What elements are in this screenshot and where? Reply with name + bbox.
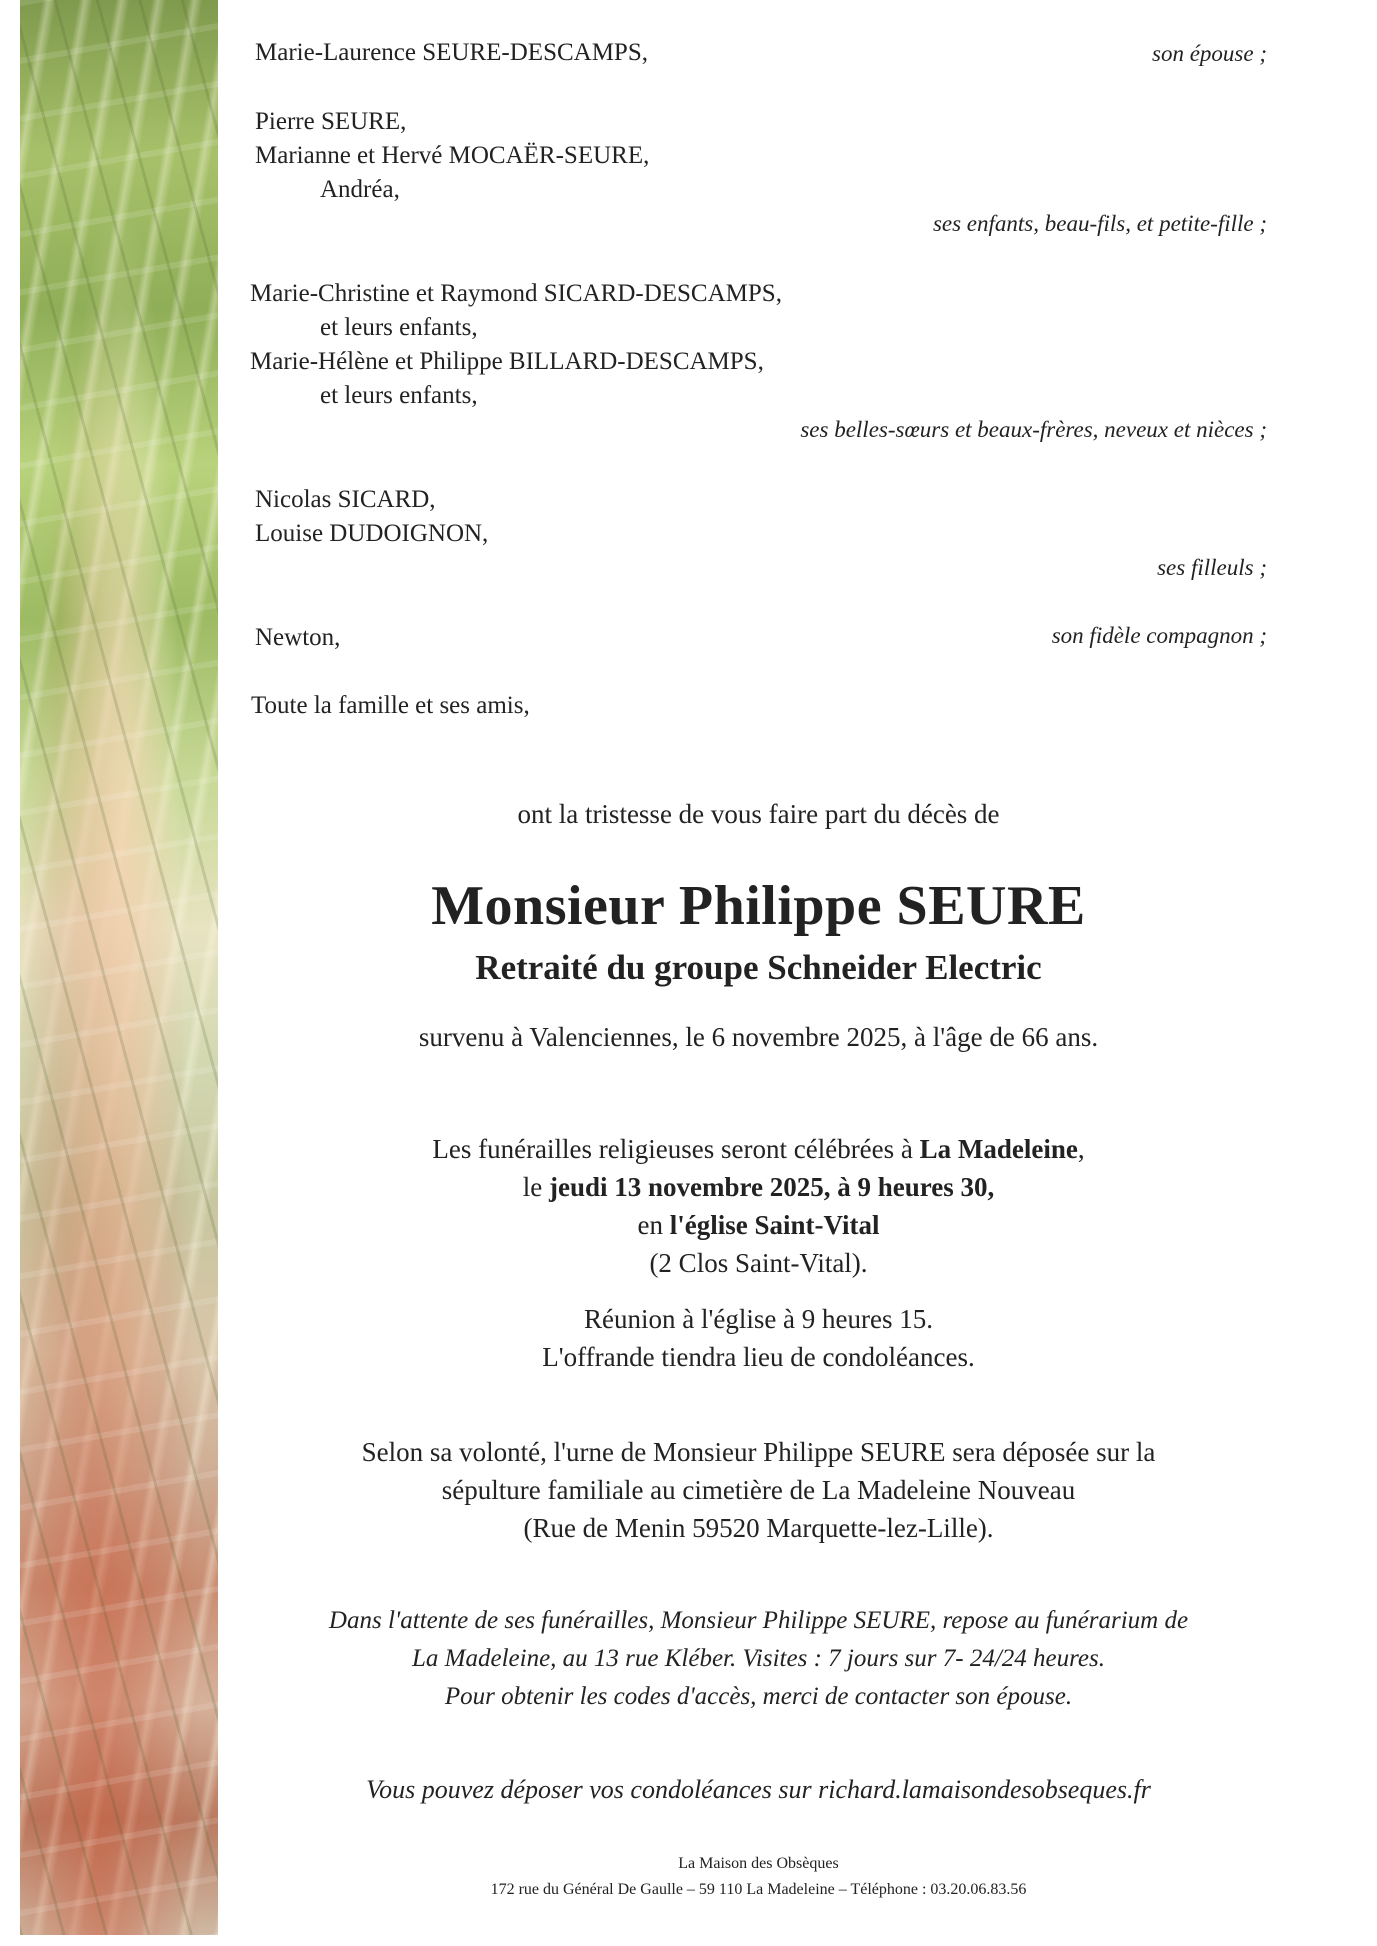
sibling-name: Marie-Hélène et Philippe BILLARD-DESCAMPS, <box>250 348 764 375</box>
companion-role: son fidèle compagnon ; <box>1051 623 1267 648</box>
godchild-name: Louise DUDOIGNON, <box>255 520 489 547</box>
siblings-role: ses belles-sœurs et beaux-frères, neveux et nièces ; <box>800 417 1267 442</box>
announcement-intro: ont la tristesse de vous faire part du décès de <box>517 799 1000 829</box>
wake-line: La Madeleine, au 13 rue Kléber. Visites : 7 jours sur 7- 24/24 heures. <box>412 1645 1105 1672</box>
child-name: Marianne et Hervé MOCAËR-SEURE, <box>255 142 650 169</box>
offering-note: L'offrande tiendra lieu de condoléances. <box>542 1342 975 1372</box>
sibling-name: Marie-Christine et Raymond SICARD-DESCAMPS, <box>250 280 782 307</box>
family-and-friends: Toute la famille et ses amis, <box>251 692 530 719</box>
deceased-occupation: Retraité du groupe Schneider Electric <box>475 948 1042 987</box>
forest-path-image <box>20 0 218 1935</box>
godchildren-role: ses filleuls ; <box>1157 555 1267 580</box>
death-details: survenu à Valenciennes, le 6 novembre 2025, à l'âge de 66 ans. <box>418 1022 1099 1052</box>
meeting-time: Réunion à l'église à 9 heures 15. <box>583 1304 934 1334</box>
urn-line: (Rue de Menin 59520 Marquette-lez-Lille). <box>523 1513 994 1543</box>
godchild-name: Nicolas SICARD, <box>255 486 436 513</box>
funeral-location-line <box>240 1136 1277 1163</box>
spouse-role: son épouse ; <box>1152 41 1267 66</box>
funeral-text: Les funérailles religieuses seront célébrées à <box>432 1134 920 1164</box>
companion-name: Newton, <box>255 624 341 651</box>
deceased-name: Monsieur Philippe SEURE <box>431 875 1086 937</box>
funeral-church: l'église Saint-Vital <box>669 1210 880 1240</box>
condolences-link[interactable]: Vous pouvez déposer vos condoléances sur richard.lamaisondesobseques.fr <box>366 1775 1151 1804</box>
funeral-church-line <box>240 1212 1277 1239</box>
funeral-text: le <box>522 1172 549 1202</box>
child-name: Pierre SEURE, <box>255 108 407 135</box>
funeral-date: jeudi 13 novembre 2025, à 9 heures 30, <box>549 1172 995 1202</box>
wake-line: Dans l'attente de ses funérailles, Monsieur Philippe SEURE, repose au funérarium de <box>328 1607 1189 1634</box>
funeral-home-address: 172 rue du Général De Gaulle – 59 110 La Madeleine – Téléphone : 03.20.06.83.56 <box>490 1881 1027 1898</box>
wake-line: Pour obtenir les codes d'accès, merci de contacter son épouse. <box>444 1683 1073 1710</box>
funeral-town: La Madeleine <box>919 1134 1078 1164</box>
children-role: ses enfants, beau-fils, et petite-fille ; <box>932 211 1267 236</box>
urn-line: Selon sa volonté, l'urne de Monsieur Philippe SEURE sera déposée sur la <box>361 1437 1156 1467</box>
funeral-home-name: La Maison des Obsèques <box>678 1855 839 1872</box>
funeral-text: , <box>1077 1134 1085 1164</box>
urn-line: sépulture familiale au cimetière de La Madeleine Nouveau <box>441 1475 1076 1505</box>
funeral-date-line <box>240 1174 1277 1201</box>
sibling-children: et leurs enfants, <box>320 382 478 409</box>
grandchild-name: Andréa, <box>320 176 400 203</box>
church-address: (2 Clos Saint-Vital). <box>649 1248 868 1278</box>
spouse-name: Marie-Laurence SEURE-DESCAMPS, <box>255 39 648 66</box>
sibling-children: et leurs enfants, <box>320 314 478 341</box>
funeral-text: en <box>637 1210 670 1240</box>
